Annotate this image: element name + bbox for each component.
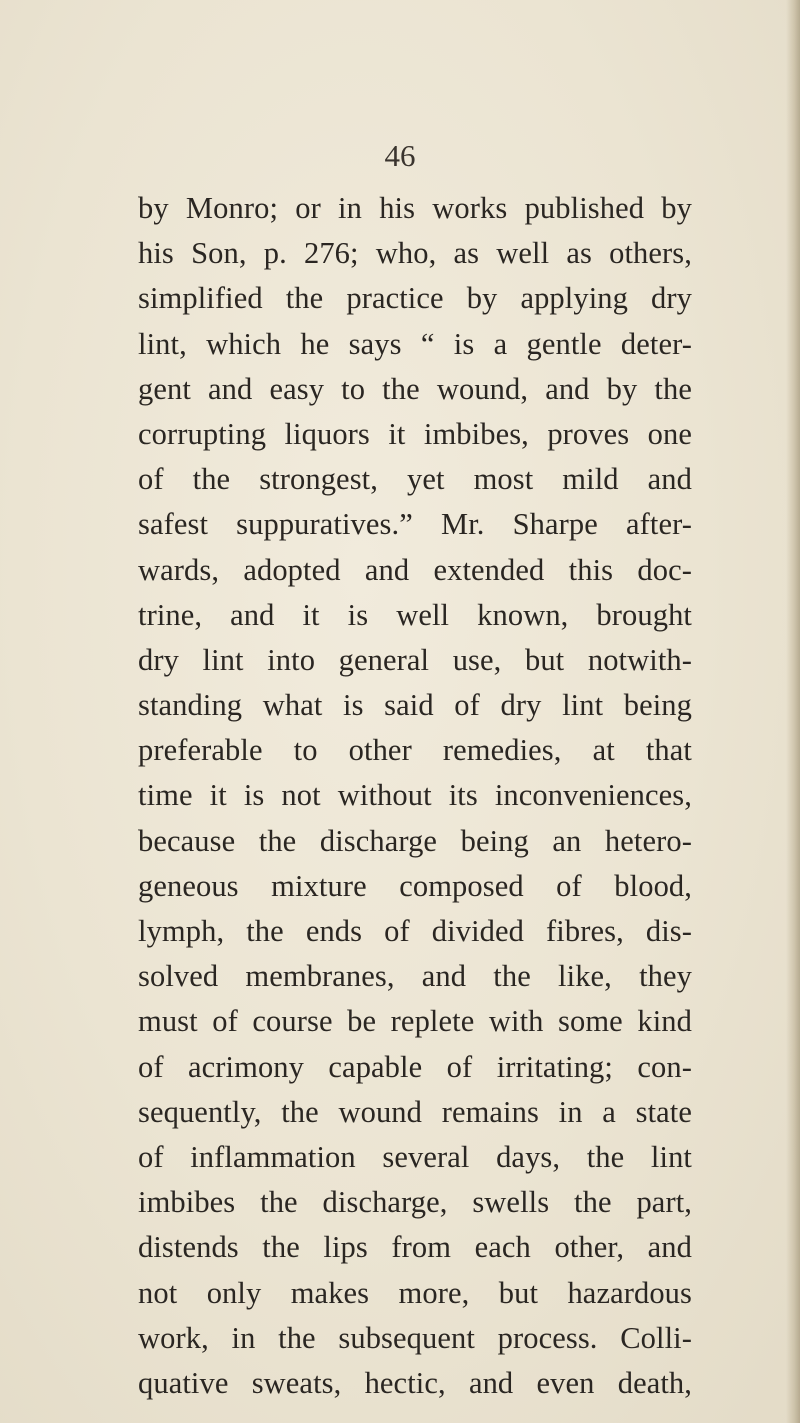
text-line: distends the lips from each other, and (138, 1230, 692, 1265)
text-line: trine, and it is well known, brought (138, 597, 692, 632)
text-line: must of course be replete with some kind (138, 1004, 692, 1039)
body-text (138, 186, 692, 1406)
text-line: solved membranes, and the like, they (138, 959, 692, 994)
text-line: not only makes more, but hazardous (138, 1275, 692, 1310)
text-line: corrupting liquors it imbibes, proves one (138, 416, 692, 451)
text-line: time it is not without its inconveniences, (138, 778, 692, 813)
text-line: by Monro; or in his works published by (138, 191, 692, 225)
text-line: standing what is said of dry lint being (138, 688, 692, 723)
page-number: 46 (384, 138, 416, 173)
text-line: lymph, the ends of divided fibres, dis- (138, 914, 692, 948)
text-line: simplified the practice by applying dry (138, 281, 692, 316)
text-line: of the strongest, yet most mild and (138, 462, 692, 497)
text-line: sequently, the wound remains in a state (138, 1094, 692, 1129)
text-line: wards, adopted and extended this doc- (138, 552, 692, 587)
text-line: of inflammation several days, the lint (138, 1139, 692, 1174)
page-edge-shadow (786, 0, 800, 1423)
text-line: quative sweats, hectic, and even death, (138, 1365, 692, 1400)
text-line: lint, which he says “ is a gentle deter- (138, 326, 692, 361)
text-line: work, in the subsequent process. Colli- (138, 1320, 692, 1355)
text-line: gent and easy to the wound, and by the (138, 371, 692, 406)
text-line: because the discharge being an hetero- (138, 823, 692, 858)
text-line: safest suppuratives.” Mr. Sharpe after- (138, 507, 692, 542)
text-line: of acrimony capable of irritating; con- (138, 1049, 692, 1084)
text-line: dry lint into general use, but notwith- (138, 642, 692, 677)
text-line: his Son, p. 276; who, as well as others, (138, 236, 692, 271)
text-line: imbibes the discharge, swells the part, (138, 1185, 692, 1220)
text-line: preferable to other remedies, at that (138, 733, 692, 768)
text-line: geneous mixture composed of blood, (138, 868, 692, 903)
